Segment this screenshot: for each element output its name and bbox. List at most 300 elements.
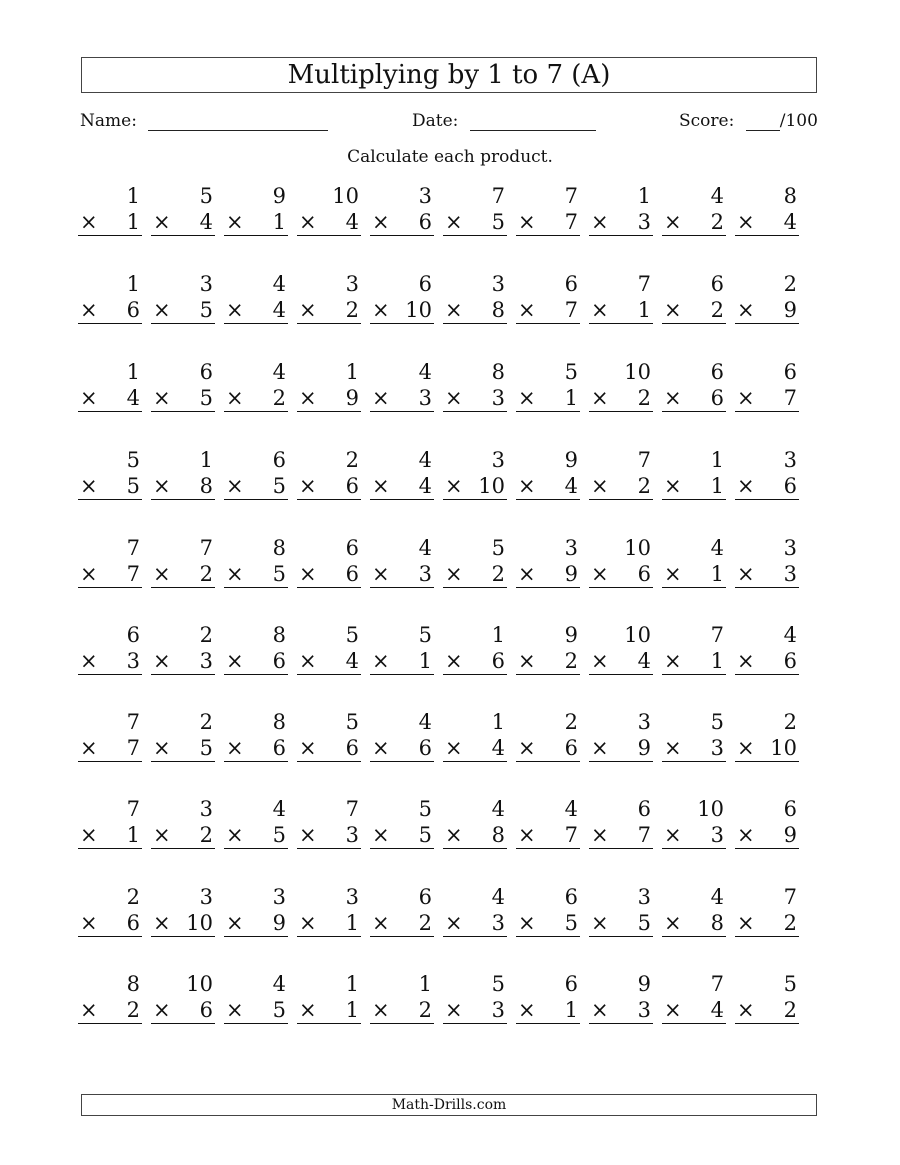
multiplier: 3 (491, 911, 505, 935)
multiplier-row (297, 385, 361, 412)
multiplier: 6 (783, 474, 797, 498)
problem (516, 622, 580, 675)
multiplier: 3 (783, 562, 797, 586)
multiplier-row (443, 997, 507, 1024)
multiplicand: 3 (637, 885, 651, 909)
multiplier-row (589, 822, 653, 849)
multiplicand: 3 (272, 885, 286, 909)
multiplier-row (370, 561, 434, 588)
times-sign: × (664, 649, 682, 673)
multiplicand: 8 (126, 972, 140, 996)
multiplier: 1 (345, 998, 359, 1022)
multiplier-row (735, 297, 799, 324)
times-sign: × (737, 911, 755, 935)
times-sign: × (80, 911, 98, 935)
multiplicand: 3 (491, 448, 505, 472)
times-sign: × (299, 998, 317, 1022)
problem (443, 447, 507, 500)
multiplier-row (662, 297, 726, 324)
multiplier-row (735, 910, 799, 937)
problem (151, 359, 215, 412)
problem (516, 359, 580, 412)
multiplicand: 7 (126, 797, 140, 821)
multiplier-row (151, 473, 215, 500)
problem (224, 709, 288, 762)
problem (297, 183, 361, 236)
times-sign: × (737, 823, 755, 847)
multiplicand: 4 (272, 272, 286, 296)
multiplier: 6 (564, 736, 578, 760)
multiplier: 2 (272, 386, 286, 410)
problem (662, 971, 726, 1024)
multiplier-row (224, 297, 288, 324)
multiplicand: 7 (126, 536, 140, 560)
problem (589, 271, 653, 324)
times-sign: × (445, 649, 463, 673)
times-sign: × (445, 298, 463, 322)
times-sign: × (80, 298, 98, 322)
multiplier: 2 (199, 562, 213, 586)
multiplier-row (662, 561, 726, 588)
problem (662, 359, 726, 412)
times-sign: × (299, 911, 317, 935)
problem (735, 796, 799, 849)
multiplier: 4 (345, 649, 359, 673)
multiplicand: 1 (345, 972, 359, 996)
multiplicand: 6 (418, 885, 432, 909)
multiplier: 3 (637, 998, 651, 1022)
multiplier: 5 (272, 474, 286, 498)
date-field (412, 111, 596, 131)
problem (516, 535, 580, 588)
multiplicand: 9 (272, 184, 286, 208)
multiplicand: 1 (491, 710, 505, 734)
multiplier: 5 (418, 823, 432, 847)
multiplicand: 4 (564, 797, 578, 821)
multiplier: 1 (345, 911, 359, 935)
multiplicand: 6 (637, 797, 651, 821)
problem (224, 359, 288, 412)
problem (516, 447, 580, 500)
multiplier-row (443, 648, 507, 675)
times-sign: × (226, 649, 244, 673)
times-sign: × (737, 210, 755, 234)
multiplier-row (151, 648, 215, 675)
problem (151, 535, 215, 588)
multiplier: 8 (710, 911, 724, 935)
multiplier: 10 (405, 298, 432, 322)
problem (662, 183, 726, 236)
times-sign: × (445, 562, 463, 586)
multiplier: 8 (491, 298, 505, 322)
multiplicand: 9 (564, 623, 578, 647)
multiplier-row (78, 735, 142, 762)
problem (78, 884, 142, 937)
problem (297, 709, 361, 762)
problem (735, 359, 799, 412)
multiplicand: 4 (491, 797, 505, 821)
multiplier: 3 (637, 210, 651, 234)
times-sign: × (445, 736, 463, 760)
multiplier: 4 (126, 386, 140, 410)
times-sign: × (226, 736, 244, 760)
times-sign: × (153, 736, 171, 760)
problem (297, 535, 361, 588)
multiplier: 7 (783, 386, 797, 410)
multiplier-row (662, 997, 726, 1024)
times-sign: × (591, 210, 609, 234)
multiplier-row (735, 648, 799, 675)
times-sign: × (372, 210, 390, 234)
multiplicand: 4 (272, 797, 286, 821)
multiplier: 9 (272, 911, 286, 935)
times-sign: × (664, 474, 682, 498)
multiplier: 6 (272, 649, 286, 673)
multiplier: 2 (637, 386, 651, 410)
multiplier: 4 (637, 649, 651, 673)
multiplier: 3 (418, 562, 432, 586)
times-sign: × (80, 998, 98, 1022)
multiplier: 3 (345, 823, 359, 847)
multiplicand: 1 (637, 184, 651, 208)
multiplicand: 4 (272, 972, 286, 996)
multiplier-row (516, 297, 580, 324)
multiplier-row (589, 297, 653, 324)
multiplier-row (78, 997, 142, 1024)
multiplier: 8 (199, 474, 213, 498)
multiplicand: 10 (332, 184, 359, 208)
multiplier-row (516, 561, 580, 588)
multiplier-row (370, 910, 434, 937)
multiplier: 7 (637, 823, 651, 847)
multiplier-row (516, 735, 580, 762)
times-sign: × (226, 474, 244, 498)
multiplier: 9 (345, 386, 359, 410)
times-sign: × (153, 474, 171, 498)
problem (297, 884, 361, 937)
multiplicand: 9 (637, 972, 651, 996)
problem (735, 709, 799, 762)
problem (151, 447, 215, 500)
problem (224, 271, 288, 324)
multiplier-row (443, 910, 507, 937)
times-sign: × (591, 998, 609, 1022)
multiplier: 5 (637, 911, 651, 935)
multiplicand: 6 (783, 360, 797, 384)
multiplier-row (370, 473, 434, 500)
multiplicand: 6 (783, 797, 797, 821)
problem (224, 622, 288, 675)
multiplicand: 5 (783, 972, 797, 996)
times-sign: × (664, 210, 682, 234)
multiplier-row (516, 648, 580, 675)
times-sign: × (299, 474, 317, 498)
multiplier-row (443, 822, 507, 849)
times-sign: × (80, 649, 98, 673)
problem (735, 271, 799, 324)
times-sign: × (372, 736, 390, 760)
multiplier: 5 (199, 298, 213, 322)
multiplier-row (151, 561, 215, 588)
multiplier-row (151, 910, 215, 937)
multiplier: 4 (418, 474, 432, 498)
problem (370, 447, 434, 500)
times-sign: × (80, 210, 98, 234)
multiplier-row (443, 385, 507, 412)
multiplier: 1 (272, 210, 286, 234)
problem (443, 796, 507, 849)
multiplier: 6 (345, 736, 359, 760)
header-row (0, 111, 900, 137)
times-sign: × (591, 649, 609, 673)
multiplier-row (224, 385, 288, 412)
multiplicand: 5 (345, 623, 359, 647)
multiplier-row (589, 385, 653, 412)
problem (589, 359, 653, 412)
problem (224, 535, 288, 588)
multiplier: 6 (345, 562, 359, 586)
times-sign: × (226, 386, 244, 410)
name-blank[interactable] (148, 116, 328, 131)
times-sign: × (737, 736, 755, 760)
multiplicand: 3 (637, 710, 651, 734)
multiplicand: 8 (783, 184, 797, 208)
problem (297, 971, 361, 1024)
problem (589, 709, 653, 762)
multiplier: 9 (783, 823, 797, 847)
multiplier-row (370, 735, 434, 762)
times-sign: × (518, 736, 536, 760)
multiplier-row (662, 735, 726, 762)
multiplier-row (516, 385, 580, 412)
multiplier: 4 (491, 736, 505, 760)
times-sign: × (518, 386, 536, 410)
worksheet-title: Multiplying by 1 to 7 (A) (81, 57, 817, 93)
problem (151, 971, 215, 1024)
times-sign: × (518, 562, 536, 586)
problem (151, 709, 215, 762)
score-total: /100 (779, 111, 818, 131)
times-sign: × (226, 823, 244, 847)
multiplicand: 7 (637, 448, 651, 472)
multiplier: 4 (783, 210, 797, 234)
multiplier-row (297, 297, 361, 324)
multiplier: 6 (637, 562, 651, 586)
multiplicand: 7 (199, 536, 213, 560)
multiplicand: 8 (272, 536, 286, 560)
multiplier: 1 (710, 562, 724, 586)
multiplier: 2 (783, 911, 797, 935)
multiplier-row (370, 648, 434, 675)
multiplicand: 4 (418, 536, 432, 560)
problem (78, 796, 142, 849)
multiplier-row (151, 385, 215, 412)
times-sign: × (80, 562, 98, 586)
multiplicand: 4 (710, 885, 724, 909)
multiplicand: 6 (272, 448, 286, 472)
problem (370, 622, 434, 675)
multiplicand: 1 (126, 184, 140, 208)
times-sign: × (153, 823, 171, 847)
multiplier-row (224, 822, 288, 849)
problem (151, 884, 215, 937)
multiplier-row (151, 822, 215, 849)
problem (78, 535, 142, 588)
multiplier-row (297, 910, 361, 937)
score-label: Score: (679, 111, 735, 131)
multiplicand: 7 (637, 272, 651, 296)
problem (443, 535, 507, 588)
multiplier: 3 (126, 649, 140, 673)
problem (443, 359, 507, 412)
multiplier: 2 (783, 998, 797, 1022)
problem (78, 447, 142, 500)
multiplicand: 7 (564, 184, 578, 208)
times-sign: × (80, 823, 98, 847)
multiplier-row (151, 997, 215, 1024)
times-sign: × (518, 298, 536, 322)
multiplier: 2 (710, 210, 724, 234)
multiplicand: 4 (418, 448, 432, 472)
problem (662, 796, 726, 849)
multiplicand: 6 (564, 972, 578, 996)
multiplicand: 3 (345, 885, 359, 909)
multiplier: 4 (272, 298, 286, 322)
multiplier: 3 (491, 998, 505, 1022)
multiplier: 6 (126, 298, 140, 322)
multiplicand: 10 (697, 797, 724, 821)
problem (735, 535, 799, 588)
problem (224, 971, 288, 1024)
problem (589, 535, 653, 588)
name-label: Name: (80, 111, 137, 131)
times-sign: × (445, 998, 463, 1022)
times-sign: × (737, 649, 755, 673)
problem (516, 796, 580, 849)
problem (370, 971, 434, 1024)
multiplicand: 1 (126, 272, 140, 296)
multiplier-row (224, 473, 288, 500)
multiplier-row (735, 209, 799, 236)
multiplicand: 7 (710, 623, 724, 647)
times-sign: × (80, 736, 98, 760)
multiplier-row (297, 997, 361, 1024)
problem (516, 709, 580, 762)
multiplier-row (589, 910, 653, 937)
times-sign: × (299, 562, 317, 586)
multiplicand: 2 (783, 272, 797, 296)
multiplier: 5 (272, 562, 286, 586)
multiplicand: 1 (345, 360, 359, 384)
problem (735, 884, 799, 937)
multiplier: 8 (491, 823, 505, 847)
problem (662, 535, 726, 588)
problem (78, 971, 142, 1024)
times-sign: × (591, 298, 609, 322)
multiplier-row (297, 735, 361, 762)
multiplier-row (735, 997, 799, 1024)
multiplier-row (589, 648, 653, 675)
multiplier-row (662, 648, 726, 675)
multiplicand: 2 (199, 710, 213, 734)
date-blank[interactable] (470, 116, 596, 131)
multiplier: 2 (418, 998, 432, 1022)
problem (297, 271, 361, 324)
score-blank[interactable] (746, 116, 780, 131)
multiplier-row (516, 910, 580, 937)
times-sign: × (591, 911, 609, 935)
times-sign: × (445, 210, 463, 234)
problem (662, 884, 726, 937)
problem (662, 709, 726, 762)
problem (516, 884, 580, 937)
problem (297, 447, 361, 500)
multiplier-row (443, 297, 507, 324)
multiplier: 6 (418, 736, 432, 760)
multiplicand: 3 (199, 797, 213, 821)
multiplier-row (78, 385, 142, 412)
multiplier: 5 (564, 911, 578, 935)
multiplier: 2 (564, 649, 578, 673)
multiplier: 9 (637, 736, 651, 760)
multiplicand: 5 (491, 972, 505, 996)
times-sign: × (153, 298, 171, 322)
times-sign: × (591, 736, 609, 760)
times-sign: × (664, 298, 682, 322)
multiplier-row (370, 822, 434, 849)
problem (78, 271, 142, 324)
multiplicand: 2 (126, 885, 140, 909)
problem (735, 183, 799, 236)
multiplicand: 3 (345, 272, 359, 296)
times-sign: × (299, 736, 317, 760)
multiplier-row (443, 561, 507, 588)
multiplicand: 8 (491, 360, 505, 384)
times-sign: × (591, 386, 609, 410)
multiplier-row (443, 735, 507, 762)
multiplicand: 4 (418, 710, 432, 734)
multiplier-row (297, 822, 361, 849)
multiplier: 3 (418, 386, 432, 410)
multiplicand: 10 (624, 536, 651, 560)
multiplicand: 3 (783, 536, 797, 560)
problem (224, 447, 288, 500)
multiplier-row (589, 997, 653, 1024)
footer-credit: Math-Drills.com (81, 1094, 817, 1116)
problem (516, 183, 580, 236)
multiplier: 3 (199, 649, 213, 673)
problem (735, 622, 799, 675)
multiplicand: 1 (199, 448, 213, 472)
multiplier: 2 (418, 911, 432, 935)
times-sign: × (518, 649, 536, 673)
times-sign: × (372, 386, 390, 410)
multiplier-row (151, 297, 215, 324)
multiplier: 1 (710, 649, 724, 673)
multiplier: 6 (199, 998, 213, 1022)
problem (78, 183, 142, 236)
times-sign: × (445, 823, 463, 847)
times-sign: × (737, 474, 755, 498)
multiplier-row (297, 209, 361, 236)
multiplier: 1 (710, 474, 724, 498)
multiplier: 1 (637, 298, 651, 322)
times-sign: × (445, 474, 463, 498)
multiplicand: 4 (783, 623, 797, 647)
multiplier-row (735, 822, 799, 849)
multiplicand: 6 (710, 360, 724, 384)
multiplier: 7 (126, 562, 140, 586)
